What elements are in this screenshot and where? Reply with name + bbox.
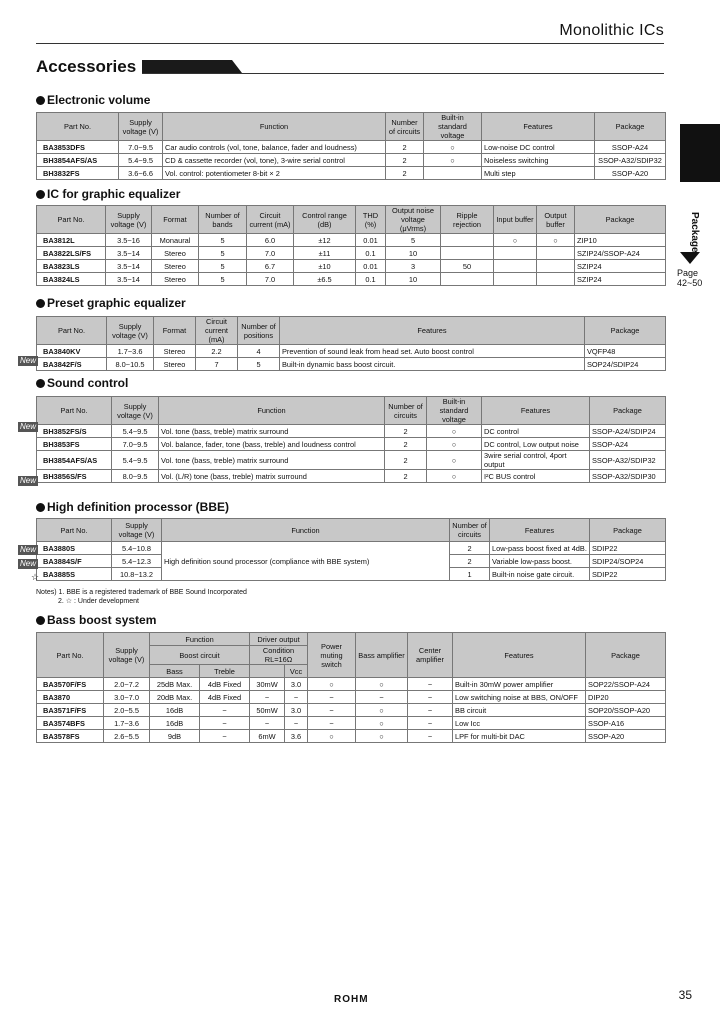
pe-header-4: Number of positions: [238, 317, 280, 345]
bb-header-vcc: Vcc: [285, 665, 308, 678]
table-row: [37, 141, 666, 154]
sc-cell: 3wire serial control, 4port output: [482, 451, 590, 470]
note-1: Notes) 1. BBE is a registered trademark of BBE Sound Incorporated: [36, 589, 247, 596]
part-number-cell: BA3570F/FS: [37, 678, 104, 691]
ev-cell: 2: [386, 167, 424, 180]
ev-header-0: Part No.: [37, 113, 119, 141]
bb-cell: ○: [356, 678, 408, 691]
bb-header-bass: Bass: [150, 665, 200, 678]
bb-cell: −: [250, 717, 285, 730]
table-row: [37, 730, 666, 743]
sc-cell: I²C BUS control: [482, 470, 590, 483]
sc-cell: SSOP-A24: [590, 438, 666, 451]
ge-cell: SZIP24/SSOP-A24: [575, 247, 666, 260]
page-header-title: Monolithic ICs: [559, 22, 664, 39]
sc-cell: 5.4~9.5: [112, 425, 159, 438]
bb-header-center: Center amplifier: [408, 633, 453, 678]
part-number-cell: BH3854AFS/AS: [37, 451, 112, 470]
bbe-cell: 5.4~10.8: [112, 542, 162, 555]
pe-cell: Built-in dynamic bass boost circuit.: [280, 358, 585, 371]
bb-cell: −: [408, 730, 453, 743]
heading-preset-equalizer: Preset graphic equalizer: [36, 296, 186, 310]
bb-header-features: Features: [453, 633, 586, 678]
bbe-header-5: Package: [590, 519, 666, 542]
sc-cell: 2: [385, 438, 427, 451]
ev-cell: Car audio controls (vol, tone, balance, fader and loudness): [163, 141, 386, 154]
part-number-cell: BH3854AFS/AS: [37, 154, 119, 167]
new-tag: New: [20, 559, 37, 568]
bb-cell: ○: [356, 704, 408, 717]
ev-cell: [424, 167, 482, 180]
bb-cell: 1.7~3.6: [104, 717, 150, 730]
pe-header-1: Supply voltage (V): [107, 317, 154, 345]
bb-cell: Low switching noise at BBS, ON/OFF: [453, 691, 586, 704]
bb-header-pad: [250, 665, 285, 678]
ge-cell: Stereo: [152, 260, 199, 273]
pe-cell: SOP24/SDIP24: [585, 358, 666, 371]
heading-electronic-volume: Electronic volume: [36, 93, 150, 107]
bb-cell: 16dB: [150, 704, 200, 717]
bb-cell: ○: [356, 717, 408, 730]
bb-cell: 2.6~5.5: [104, 730, 150, 743]
sc-cell: Vol. balance, fader, tone (bass, treble) and loudness control: [159, 438, 385, 451]
bbe-cell: 5.4~12.3: [112, 555, 162, 568]
sc-cell: 5.4~9.5: [112, 451, 159, 470]
ge-cell: 6.0: [247, 234, 294, 247]
ge-header-7: Output noise voltage (μVrms): [386, 206, 441, 234]
bb-cell: ○: [356, 730, 408, 743]
table-row: [37, 691, 666, 704]
side-tab-block: [680, 124, 720, 182]
ge-cell: [441, 234, 494, 247]
bb-cell: 3.0: [285, 704, 308, 717]
bb-cell: −: [408, 717, 453, 730]
pe-cell: Stereo: [154, 345, 196, 358]
pe-header-2: Format: [154, 317, 196, 345]
bb-header-amp: Bass amplifier: [356, 633, 408, 678]
ev-cell: ○: [424, 154, 482, 167]
bb-cell: 9dB: [150, 730, 200, 743]
table-row: [37, 451, 666, 470]
bb-cell: −: [408, 691, 453, 704]
bbe-cell: Low-pass boost fixed at 4dB.: [490, 542, 590, 555]
rohm-logo: ROHM: [334, 994, 369, 1005]
bb-header-package: Package: [586, 633, 666, 678]
bbe-table: [36, 518, 666, 581]
bb-cell: SSOP-A16: [586, 717, 666, 730]
sc-cell: Vol. tone (bass, treble) matrix surround: [159, 425, 385, 438]
bbe-cell: Variable low-pass boost.: [490, 555, 590, 568]
bbe-cell: 2: [450, 542, 490, 555]
part-number-cell: BH3853FS: [37, 438, 112, 451]
bb-cell: 50mW: [250, 704, 285, 717]
bb-cell: 6mW: [250, 730, 285, 743]
ge-cell: 0.1: [356, 273, 386, 286]
ge-cell: 3.5~14: [106, 260, 152, 273]
bbe-header-4: Features: [490, 519, 590, 542]
part-number-cell: BA3578FS: [37, 730, 104, 743]
sc-cell: DC control, Low output noise: [482, 438, 590, 451]
pe-header-5: Features: [280, 317, 585, 345]
table-row: [37, 247, 666, 260]
table-row: [37, 704, 666, 717]
ge-cell: [441, 247, 494, 260]
part-number-cell: BA3853DFS: [37, 141, 119, 154]
ge-cell: 6.7: [247, 260, 294, 273]
ge-cell: [537, 273, 575, 286]
bb-cell: −: [408, 704, 453, 717]
bb-cell: −: [308, 717, 356, 730]
sc-header-3: Number of circuits: [385, 397, 427, 425]
bbe-cell: SDIP22: [590, 568, 666, 581]
ge-header-6: THD (%): [356, 206, 386, 234]
ge-cell: ○: [537, 234, 575, 247]
ev-cell: SSOP-A24: [595, 141, 666, 154]
bb-cell: 16dB: [150, 717, 200, 730]
part-number-cell: BA3824LS: [37, 273, 106, 286]
bb-cell: 2.0~7.2: [104, 678, 150, 691]
bb-cell: ○: [308, 730, 356, 743]
ge-header-2: Format: [152, 206, 199, 234]
triangle-icon: [680, 252, 700, 264]
bb-cell: −: [250, 691, 285, 704]
table-row: [37, 717, 666, 730]
part-number-cell: BA3822LS/FS: [37, 247, 106, 260]
bbe-function-cell: High definition sound processor (compliance with BBE system): [162, 542, 450, 581]
sc-cell: 2: [385, 425, 427, 438]
bullet-icon: [36, 299, 45, 308]
bbe-cell: SDIP24/SOP24: [590, 555, 666, 568]
table-row: [37, 438, 666, 451]
heading-bbe: High definition processor (BBE): [36, 500, 229, 514]
bbe-header-3: Number of circuits: [450, 519, 490, 542]
ge-header-0: Part No.: [37, 206, 106, 234]
table-row: [37, 234, 666, 247]
bbe-header-2: Function: [162, 519, 450, 542]
bb-cell: SOP20/SSOP-A20: [586, 704, 666, 717]
bbe-cell: 2: [450, 555, 490, 568]
pe-cell: 5: [238, 358, 280, 371]
sound-control-table: [36, 396, 666, 483]
ge-cell: 5: [199, 247, 247, 260]
bb-cell: 4dB Fixed: [200, 691, 250, 704]
sc-header-1: Supply voltage (V): [112, 397, 159, 425]
sc-cell: 2: [385, 470, 427, 483]
side-page-reference: Page 42~50: [677, 268, 703, 288]
ge-cell: 5: [199, 273, 247, 286]
bb-cell: 30mW: [250, 678, 285, 691]
heading-bass-boost: Bass boost system: [36, 613, 156, 627]
bbe-cell: 10.8~13.2: [112, 568, 162, 581]
pe-header-3: Circuit current (mA): [196, 317, 238, 345]
bb-cell: −: [308, 704, 356, 717]
table-row: [37, 260, 666, 273]
ev-cell: 5.4~9.5: [119, 154, 163, 167]
bb-cell: −: [408, 678, 453, 691]
ge-cell: 0.1: [356, 247, 386, 260]
bullet-icon: [36, 379, 45, 388]
bb-cell: −: [200, 704, 250, 717]
part-number-cell: BA3880S: [37, 542, 112, 555]
part-number-cell: BA3884S/F: [37, 555, 112, 568]
page-number: 35: [678, 988, 692, 1002]
ge-cell: Stereo: [152, 247, 199, 260]
ev-cell: 3.6~6.6: [119, 167, 163, 180]
bb-cell: −: [285, 717, 308, 730]
bb-cell: ○: [308, 678, 356, 691]
bb-cell: 2.0~5.5: [104, 704, 150, 717]
part-number-cell: BA3870: [37, 691, 104, 704]
preset-equalizer-table: [36, 316, 666, 371]
header-rule: [36, 43, 664, 44]
bbe-cell: 1: [450, 568, 490, 581]
ge-cell: 5: [386, 234, 441, 247]
bb-cell: −: [308, 691, 356, 704]
ge-cell: 7.0: [247, 247, 294, 260]
bb-cell: −: [356, 691, 408, 704]
ge-cell: 5: [199, 260, 247, 273]
ge-cell: 0.01: [356, 234, 386, 247]
bbe-header-1: Supply voltage (V): [112, 519, 162, 542]
pe-cell: VQFP48: [585, 345, 666, 358]
bb-header-part: Part No.: [37, 633, 104, 678]
new-tag: New: [20, 422, 37, 431]
ev-cell: Vol. control: potentiometer 8-bit × 2: [163, 167, 386, 180]
ge-cell: 5: [199, 234, 247, 247]
title-underline: [142, 73, 664, 74]
sc-header-0: Part No.: [37, 397, 112, 425]
bbe-header-0: Part No.: [37, 519, 112, 542]
electronic-volume-table: [36, 112, 666, 180]
pe-cell: 2.2: [196, 345, 238, 358]
ge-cell: [537, 247, 575, 260]
bb-cell: −: [200, 730, 250, 743]
bullet-icon: [36, 616, 45, 625]
bbe-cell: SDIP22: [590, 542, 666, 555]
ge-cell: 7.0: [247, 273, 294, 286]
ev-cell: SSOP-A32/SDIP32: [595, 154, 666, 167]
ev-cell: 7.0~9.5: [119, 141, 163, 154]
pe-cell: 7: [196, 358, 238, 371]
ge-header-9: Input buffer: [494, 206, 537, 234]
ge-header-8: Ripple rejection: [441, 206, 494, 234]
table-row: [37, 154, 666, 167]
part-number-cell: BA3842F/S: [37, 358, 107, 371]
under-development-star-icon: ☆: [31, 572, 40, 582]
graphic-equalizer-table: [36, 205, 666, 286]
sc-cell: 8.0~9.5: [112, 470, 159, 483]
ev-cell: Low-noise DC control: [482, 141, 595, 154]
sc-header-4: Built-in standard voltage: [427, 397, 482, 425]
part-number-cell: BA3574BFS: [37, 717, 104, 730]
sc-cell: Vol. (L/R) tone (bass, treble) matrix surround: [159, 470, 385, 483]
pe-header-6: Package: [585, 317, 666, 345]
bullet-icon: [36, 96, 45, 105]
sc-cell: SSOP-A32/SDIP30: [590, 470, 666, 483]
ev-cell: CD & cassette recorder (vol, tone), 3-wire serial control: [163, 154, 386, 167]
ge-header-1: Supply voltage (V): [106, 206, 152, 234]
bb-header-treble: Treble: [200, 665, 250, 678]
table-row: [37, 345, 666, 358]
ge-cell: Stereo: [152, 273, 199, 286]
sc-cell: Vol. tone (bass, treble) matrix surround: [159, 451, 385, 470]
table-row: [37, 678, 666, 691]
ev-cell: SSOP-A20: [595, 167, 666, 180]
ge-cell: ±11: [294, 247, 356, 260]
bb-cell: DIP20: [586, 691, 666, 704]
ge-cell: Monaural: [152, 234, 199, 247]
ge-cell: SZIP24: [575, 260, 666, 273]
sc-cell: ○: [427, 470, 482, 483]
ge-cell: 3.5~16: [106, 234, 152, 247]
pe-header-0: Part No.: [37, 317, 107, 345]
ge-cell: SZIP24: [575, 273, 666, 286]
table-row: [37, 542, 666, 555]
part-number-cell: BH3852FS/S: [37, 425, 112, 438]
ge-cell: 0.01: [356, 260, 386, 273]
title-bar-decoration: [142, 60, 242, 73]
ev-cell: 2: [386, 154, 424, 167]
heading-graphic-equalizer: IC for graphic equalizer: [36, 187, 180, 201]
bb-cell: SSOP-A20: [586, 730, 666, 743]
bb-cell: 25dB Max.: [150, 678, 200, 691]
sc-cell: 7.0~9.5: [112, 438, 159, 451]
ge-cell: ±12: [294, 234, 356, 247]
ge-header-10: Output buffer: [537, 206, 575, 234]
pe-cell: 8.0~10.5: [107, 358, 154, 371]
ev-header-5: Features: [482, 113, 595, 141]
note-2: 2. ☆ : Under development: [58, 598, 139, 605]
bbe-cell: Built-in noise gate circuit.: [490, 568, 590, 581]
ge-cell: ○: [494, 234, 537, 247]
part-number-cell: BA3823LS: [37, 260, 106, 273]
bb-cell: LPF for multi-bit DAC: [453, 730, 586, 743]
bb-cell: Low Icc: [453, 717, 586, 730]
ge-header-11: Package: [575, 206, 666, 234]
ev-header-3: Number of circuits: [386, 113, 424, 141]
ev-cell: ○: [424, 141, 482, 154]
ge-cell: [441, 273, 494, 286]
bb-header-driver: Driver output: [250, 633, 308, 646]
ge-cell: 10: [386, 273, 441, 286]
ge-cell: [537, 260, 575, 273]
ge-cell: ZIP10: [575, 234, 666, 247]
ge-cell: 3.5~14: [106, 247, 152, 260]
ge-cell: 3.5~14: [106, 273, 152, 286]
bullet-icon: [36, 503, 45, 512]
new-tag: New: [20, 476, 37, 485]
sc-cell: ○: [427, 438, 482, 451]
ge-cell: 10: [386, 247, 441, 260]
ev-cell: Multi step: [482, 167, 595, 180]
part-number-cell: BA3840KV: [37, 345, 107, 358]
bb-header-boost: Boost circuit: [150, 646, 250, 665]
sc-header-6: Package: [590, 397, 666, 425]
new-tag: New: [20, 545, 37, 554]
part-number-cell: BH3856S/FS: [37, 470, 112, 483]
bb-cell: 3.0~7.0: [104, 691, 150, 704]
bass-boost-table: [36, 632, 666, 743]
ge-header-4: Circuit current (mA): [247, 206, 294, 234]
ge-cell: [494, 247, 537, 260]
bb-cell: 20dB Max.: [150, 691, 200, 704]
bullet-icon: [36, 190, 45, 199]
ge-header-5: Control range (dB): [294, 206, 356, 234]
table-row: [37, 470, 666, 483]
ge-cell: ±10: [294, 260, 356, 273]
bb-cell: Built-in 30mW power amplifier: [453, 678, 586, 691]
ev-header-1: Supply voltage (V): [119, 113, 163, 141]
sc-cell: 2: [385, 451, 427, 470]
ev-cell: 2: [386, 141, 424, 154]
sc-header-5: Features: [482, 397, 590, 425]
sc-cell: DC control: [482, 425, 590, 438]
bb-cell: −: [200, 717, 250, 730]
ev-cell: Noiseless switching: [482, 154, 595, 167]
ev-header-6: Package: [595, 113, 666, 141]
bb-header-supply: Supply voltage (V): [104, 633, 150, 678]
sc-header-2: Function: [159, 397, 385, 425]
side-package-label: Package: [689, 212, 700, 253]
bb-header-condition: Condition RL=16Ω: [250, 646, 308, 665]
bb-cell: SOP22/SSOP-A24: [586, 678, 666, 691]
ev-header-4: Built-in standard voltage: [424, 113, 482, 141]
bb-cell: 3.0: [285, 678, 308, 691]
pe-cell: 1.7~3.6: [107, 345, 154, 358]
section-title: Accessories: [36, 57, 137, 76]
sc-cell: ○: [427, 425, 482, 438]
part-number-cell: BA3885S: [37, 568, 112, 581]
ge-header-3: Number of bands: [199, 206, 247, 234]
table-row: [37, 167, 666, 180]
ge-cell: 50: [441, 260, 494, 273]
part-number-cell: BA3571F/FS: [37, 704, 104, 717]
pe-cell: Prevention of sound leak from head set. Auto boost control: [280, 345, 585, 358]
pe-cell: Stereo: [154, 358, 196, 371]
ge-cell: [494, 273, 537, 286]
table-row: [37, 425, 666, 438]
sc-cell: ○: [427, 451, 482, 470]
notes: [36, 588, 247, 606]
ge-cell: 3: [386, 260, 441, 273]
part-number-cell: BH3832FS: [37, 167, 119, 180]
heading-sound-control: Sound control: [36, 376, 128, 390]
bb-header-function: Function: [150, 633, 250, 646]
bb-cell: BB circuit: [453, 704, 586, 717]
bb-cell: −: [285, 691, 308, 704]
bb-cell: 4dB Fixed: [200, 678, 250, 691]
ev-header-2: Function: [163, 113, 386, 141]
bb-header-muting: Power muting switch: [308, 633, 356, 678]
part-number-cell: BA3812L: [37, 234, 106, 247]
pe-cell: 4: [238, 345, 280, 358]
sc-cell: SSOP-A24/SDIP24: [590, 425, 666, 438]
bb-cell: 3.6: [285, 730, 308, 743]
sc-cell: SSOP-A32/SDIP32: [590, 451, 666, 470]
table-row: [37, 358, 666, 371]
table-row: [37, 273, 666, 286]
ge-cell: ±6.5: [294, 273, 356, 286]
new-tag: New: [20, 356, 37, 365]
ge-cell: [494, 260, 537, 273]
